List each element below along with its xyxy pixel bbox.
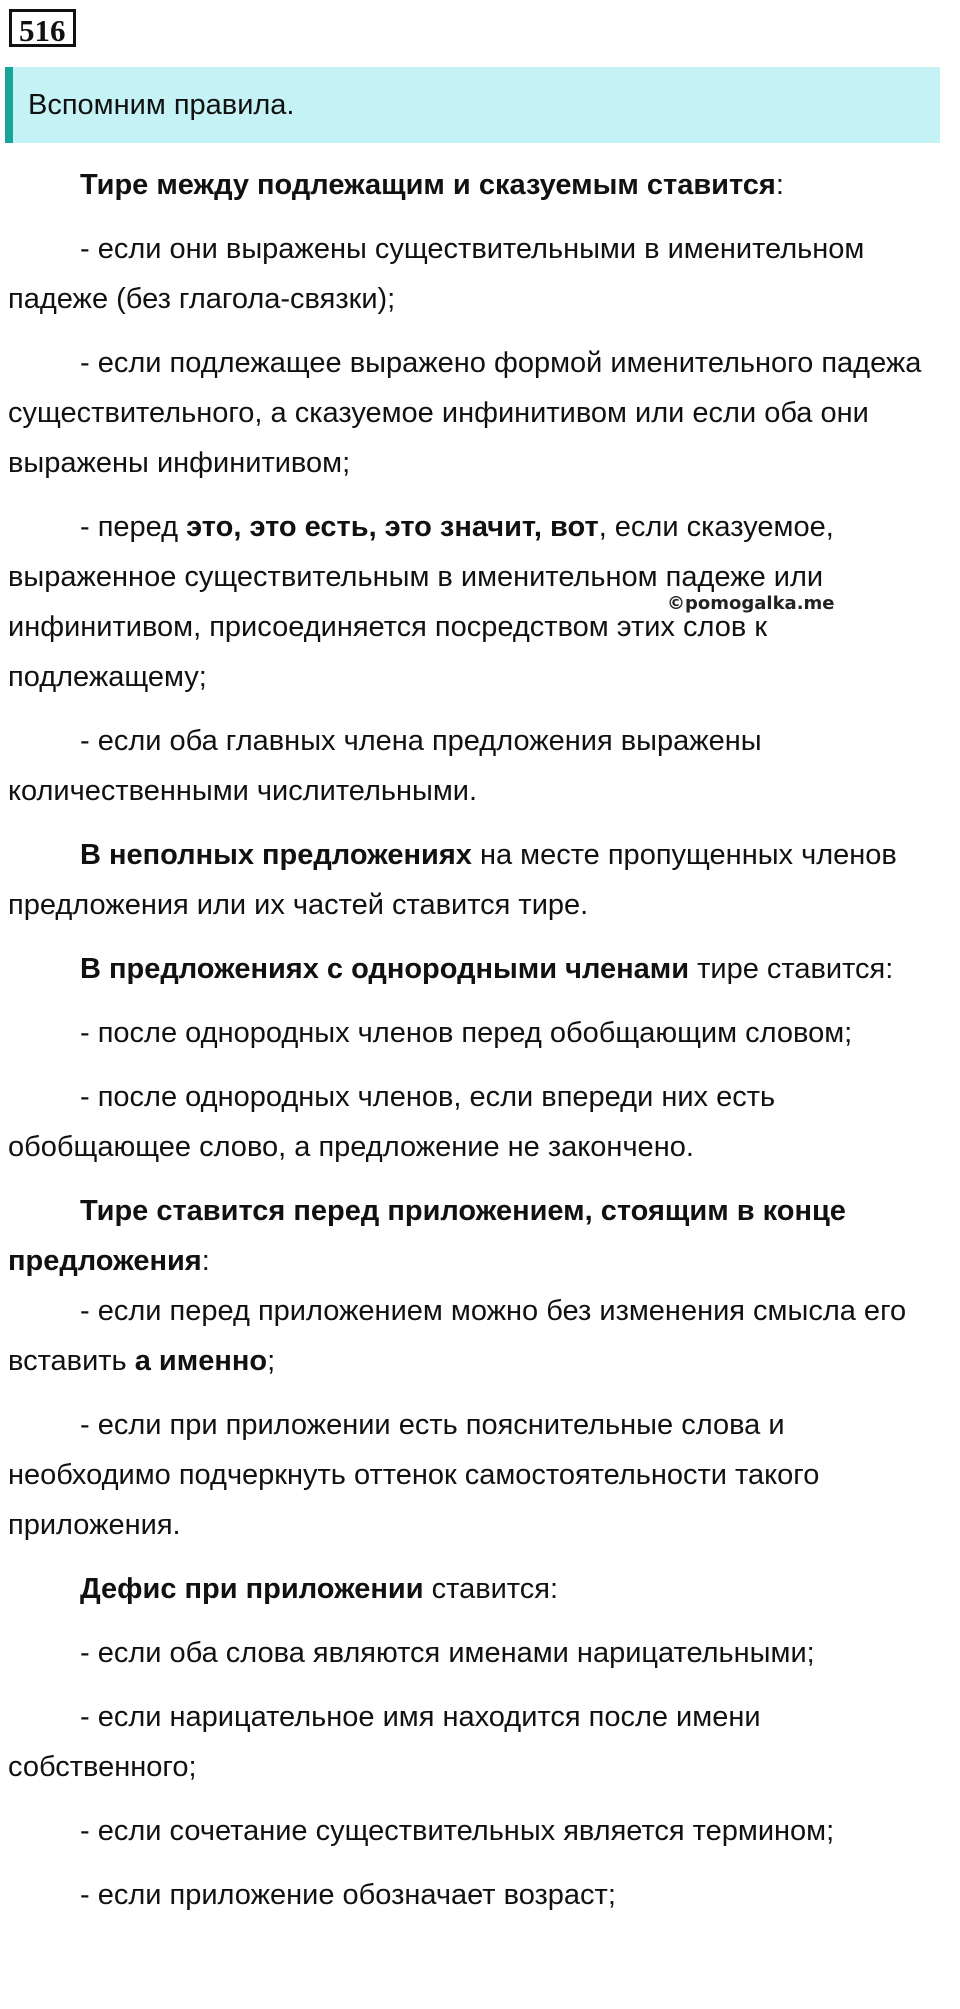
- rule-heading-tail: на месте пропущенных членов предложения или их частей ставится тире.: [8, 839, 897, 921]
- rules-text: [8, 160, 953, 1934]
- exercise-number: 516: [9, 9, 76, 47]
- rule-item-tail: ;: [267, 1345, 276, 1377]
- rule-heading-dash-subject-predicate: [8, 160, 953, 210]
- rule-heading-bold: В неполных предложениях: [80, 839, 472, 871]
- rule-item: [8, 502, 953, 702]
- rule-item-lead: - если перед приложением можно без изменения смысла его вставить: [8, 1295, 907, 1377]
- rule-item-bold: а именно: [134, 1345, 268, 1377]
- rule-heading-bold: Дефис при приложении: [80, 1573, 424, 1605]
- banner-text: Вспомним правила.: [28, 89, 295, 121]
- rule-item: - после однородных членов перед обобщающим словом;: [80, 1017, 853, 1049]
- rule-item: [8, 1286, 953, 1386]
- rule-item-tail: , если сказуемое, выраженное существительным в именительном падеже или инфинитивом, присоединяется посредством этих слов к подлежащему;: [8, 511, 834, 693]
- rule-item: - если оба главных члена предложения выражены количественными числительными.: [8, 725, 762, 807]
- rule-item: - если оба слова являются именами нарицательными;: [80, 1637, 815, 1669]
- rule-heading-bold: Тире ставится перед приложением, стоящим в конце предложения: [8, 1195, 846, 1277]
- rule-item: - если сочетание существительных является термином;: [80, 1815, 835, 1847]
- rule-item-bold: это, это есть, это значит, вот: [186, 511, 599, 543]
- rule-item: - после однородных членов, если впереди них есть обобщающее слово, а предложение не закончено.: [8, 1081, 776, 1163]
- rule-item: - если подлежащее выражено формой именительного падежа существительного, а сказуемое инфинитивом или если оба они выражены инфинитивом;: [8, 347, 922, 479]
- rule-heading-hyphen: [8, 1564, 953, 1614]
- rule-item: - если при приложении есть пояснительные слова и необходимо подчеркнуть оттенок самостоятельности такого приложения.: [8, 1409, 820, 1541]
- rule-item: - если приложение обозначает возраст;: [80, 1879, 616, 1911]
- rule-heading-homogeneous: [8, 944, 953, 994]
- rule-item: - если нарицательное имя находится после имени собственного;: [8, 1701, 761, 1783]
- watermark: ©pomogalka.me: [667, 593, 835, 614]
- rule-heading-tail: :: [775, 169, 784, 201]
- rules-banner: [5, 67, 940, 143]
- rule-heading-tail: :: [201, 1245, 210, 1277]
- rule-heading-tail: ставится:: [423, 1573, 559, 1605]
- rule-heading-bold: В предложениях с однородными членами: [80, 953, 690, 985]
- rule-item-lead: - перед: [80, 511, 187, 543]
- rule-heading-bold: Тире между подлежащим и сказуемым ставится: [80, 169, 776, 201]
- rule-heading-appositive-dash: [8, 1186, 953, 1286]
- rule-incomplete-sentences: [8, 830, 953, 930]
- rule-heading-tail: тире ставится:: [689, 953, 894, 985]
- rule-item: - если они выражены существительными в именительном падеже (без глагола-связки);: [8, 233, 865, 315]
